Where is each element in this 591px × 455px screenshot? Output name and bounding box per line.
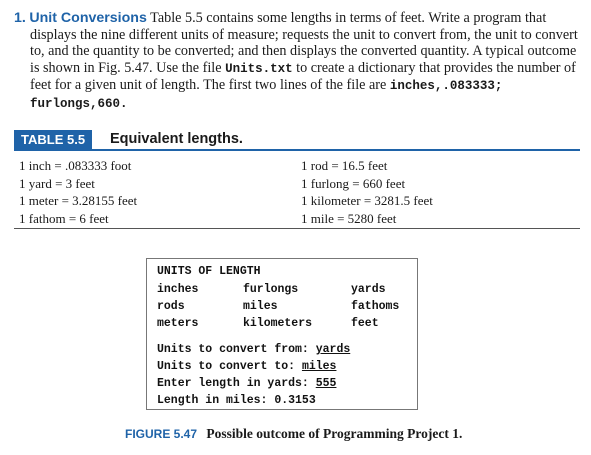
table-title: Equivalent lengths. [110, 131, 243, 147]
problem-line-7: lines of the file are [279, 77, 387, 94]
result-line: Length in miles: 0.3153 [157, 394, 316, 407]
to-input[interactable]: miles [301, 360, 337, 373]
table-cell: 1 yard = 3 feet [19, 175, 95, 191]
table-top-rule [14, 149, 580, 151]
figure-label: FIGURE 5.47 [125, 427, 198, 441]
table-cell: 1 furlong = 660 feet [301, 175, 406, 191]
figure-caption [125, 426, 462, 442]
from-row [157, 343, 350, 357]
to-row [157, 360, 336, 374]
problem-line-4: quantity. A typical outcome is shown in Fig. 5.47. Use the file [30, 43, 577, 76]
unit-label: kilometers [243, 317, 313, 330]
from-prompt: Units to convert from: [157, 343, 309, 356]
table-cell: 1 meter = 3.28155 feet [19, 193, 138, 208]
problem-number: 1. [14, 10, 26, 26]
programming-project-1 [14, 10, 580, 113]
console-header: UNITS OF LENGTH [157, 265, 261, 278]
table-cell: 1 rod = 16.5 feet [301, 158, 388, 173]
problem-text [14, 10, 580, 113]
from-input[interactable]: yards [315, 343, 351, 356]
table-cell: 1 fathom = 6 feet [19, 210, 109, 226]
problem-line-3: unit to convert to, and the quantity to be converted; and then displays the converted [30, 26, 578, 60]
to-prompt: Units to convert to: [157, 360, 296, 373]
length-row [157, 377, 336, 391]
problem-line-6: dictionary that provides the number of feet for a given unit of length. The first two [30, 59, 576, 94]
table-label: TABLE 5.5 [14, 130, 92, 149]
units-file-name: Units.txt [225, 61, 293, 76]
unit-label: inches [157, 283, 199, 296]
table-right-column [301, 157, 433, 227]
table-cell: 1 mile = 5280 feet [301, 210, 397, 226]
unit-label: rods [157, 300, 185, 313]
table-header [14, 130, 580, 150]
table-bottom-rule [14, 228, 580, 229]
unit-label: furlongs [243, 283, 299, 296]
length-prompt: Enter length in yards: [157, 377, 309, 390]
problem-heading: Unit Conversions [29, 10, 147, 26]
program-output-window [146, 258, 418, 410]
unit-label: fathoms [351, 300, 400, 313]
length-input[interactable]: 555 [315, 377, 337, 390]
unit-label: yards [351, 283, 386, 296]
table-cell: 1 kilometer = 3281.5 feet [301, 193, 433, 208]
figure-caption-text: Possible outcome of Programming Project 1. [206, 426, 463, 441]
problem-line-1: Table 5.5 contains some lengths in terms of feet. Write a program [150, 10, 522, 26]
unit-label: feet [351, 317, 379, 330]
table-cell: 1 inch = .083333 foot [19, 158, 132, 173]
unit-label: meters [157, 317, 199, 330]
problem-line-2: that displays the nine different units of measure; requests the unit to convert from, the [30, 10, 547, 43]
file-first-lines: inches,.083333; furlongs,660. [30, 79, 503, 111]
problem-line-5: to create a [296, 59, 355, 76]
table-left-column [19, 157, 137, 227]
unit-label: miles [243, 300, 278, 313]
